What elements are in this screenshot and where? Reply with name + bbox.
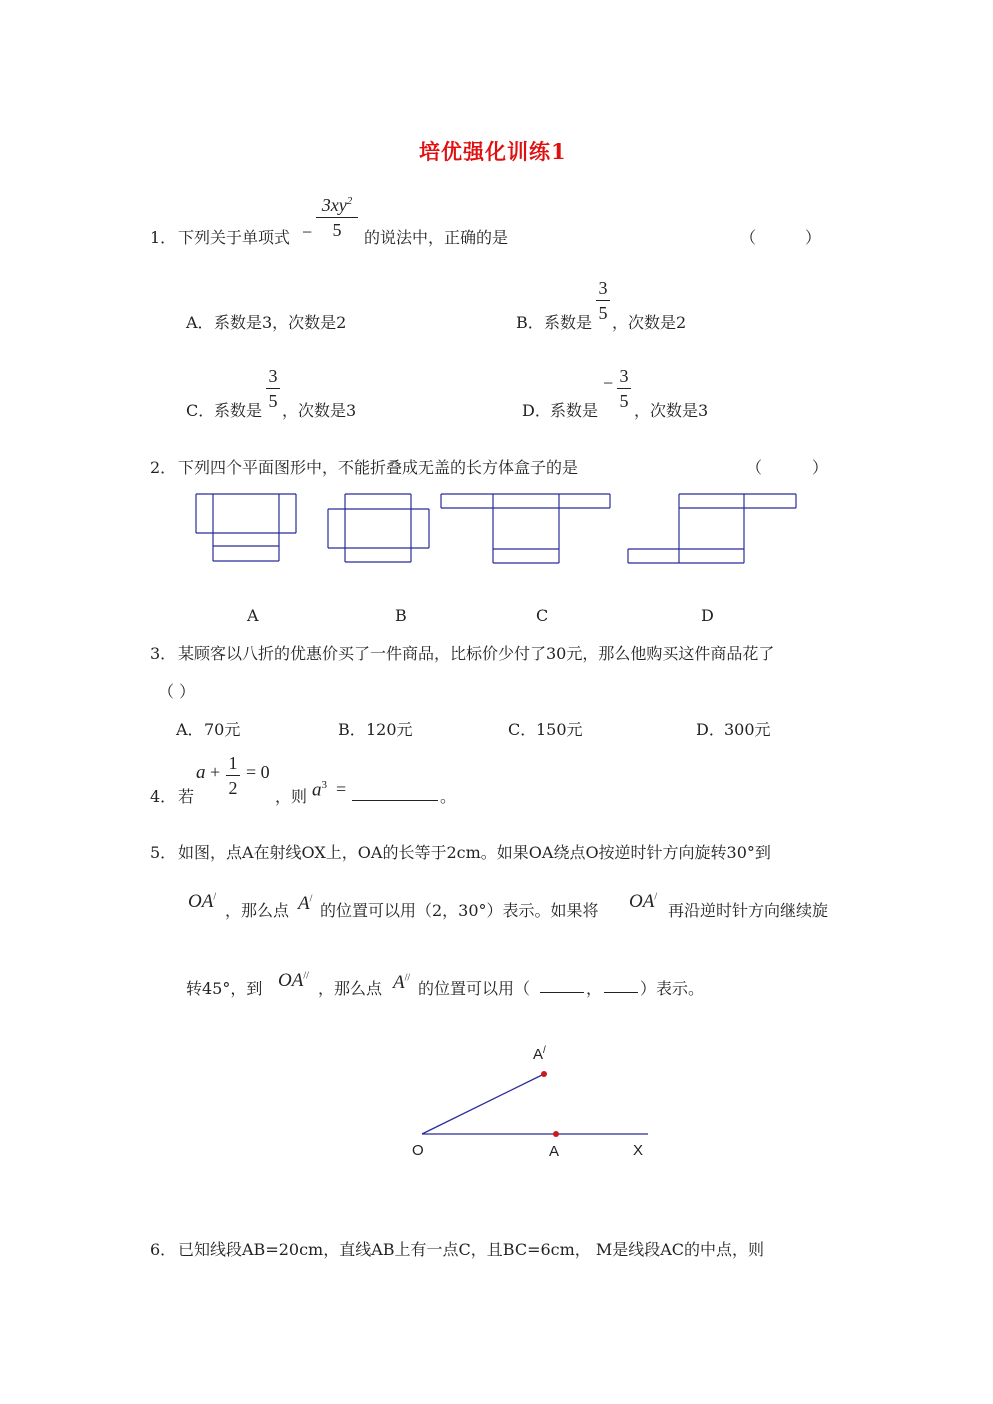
option-a-label: A． <box>186 313 214 332</box>
answer-paren: （ ） <box>158 682 196 701</box>
prime-mark: / <box>213 891 217 903</box>
question-stem: 已知线段AB=20cm，直线AB上有一点C，且BC=6cm， M是线段AC的中点，则 <box>178 1240 765 1259</box>
question-number: 3． <box>150 644 177 663</box>
question-line-3b: ，那么点 <box>318 979 383 998</box>
question-number: 6． <box>150 1240 177 1259</box>
cube-base: a <box>312 779 322 801</box>
fraction-denominator: 5 <box>619 391 629 411</box>
option-d-text: 300元 <box>724 720 771 739</box>
question-stem: 下列四个平面图形中，不能折叠成无盖的长方体盒子的是 <box>178 458 579 477</box>
a-text: A <box>298 893 310 914</box>
oa-text: OA <box>278 970 304 991</box>
option-c-label: C． <box>508 720 537 739</box>
question-number: 1． <box>150 228 177 247</box>
label-o: O <box>412 1142 424 1159</box>
option-b-label: B． <box>516 313 544 332</box>
prime-mark: / <box>654 891 658 903</box>
question-line-2c: 再沿逆时针方向继续旋 <box>668 901 829 920</box>
equation-plus: + <box>210 762 221 782</box>
option-c-label: C． <box>186 401 215 420</box>
label-prime-mark: / <box>543 1045 546 1056</box>
fraction-denominator: 5 <box>598 303 608 323</box>
option-d-suffix: ，次数是3 <box>634 401 709 420</box>
option-c-prefix: 系数是 <box>214 401 263 420</box>
oa-text: OA <box>629 891 655 912</box>
oa-prime-term <box>188 891 216 913</box>
question-number: 5． <box>150 843 177 862</box>
cube-equals: = <box>336 779 347 799</box>
figure-label-d: D <box>701 606 714 625</box>
ray-oa-prime <box>422 1074 544 1134</box>
question-number: 4． <box>150 787 177 806</box>
fraction-denominator: 2 <box>228 778 238 798</box>
option-b-suffix: ，次数是2 <box>612 313 687 332</box>
option-d-minus-sign: − <box>603 373 614 393</box>
answer-paren-close: ） <box>805 228 822 247</box>
oa-text: OA <box>188 891 214 912</box>
fraction-numerator: 1 <box>228 753 238 773</box>
option-c-fraction <box>266 365 280 412</box>
option-d-label: D． <box>522 401 551 420</box>
label-a-prime-letter: A <box>533 1046 544 1063</box>
cube-variable <box>312 779 327 801</box>
point-a-prime <box>541 1071 547 1077</box>
option-d-prefix: 系数是 <box>550 401 599 420</box>
option-c-text: 150元 <box>536 720 583 739</box>
answer-blank-2[interactable] <box>604 992 638 993</box>
question-stem-continued: 的说法中，正确的是 <box>364 228 509 247</box>
question-number: 2． <box>150 458 177 477</box>
double-prime-mark: // <box>303 970 309 982</box>
question-line-1: 如图，点A在射线OX上，OA的长等于2cm。如果OA绕点O按逆时针方向旋转30°到 <box>178 843 771 862</box>
answer-paren-close: ） <box>812 458 829 477</box>
box-nets-figure <box>0 480 993 580</box>
label-x: X <box>633 1142 644 1159</box>
fraction-numerator: 3 <box>598 278 608 298</box>
option-a-text: 70元 <box>204 720 241 739</box>
option-b-text: 120元 <box>366 720 413 739</box>
answer-blank-1[interactable] <box>540 992 584 993</box>
figure-label-c: C <box>536 606 549 625</box>
option-a-label: A． <box>176 720 204 739</box>
question-line-3c: 的位置可以用（ <box>418 979 531 998</box>
oa-double-prime-term <box>278 970 309 992</box>
prime-mark: / <box>309 893 313 905</box>
monomial-fraction <box>316 190 358 241</box>
equation-rhs: = 0 <box>246 762 270 782</box>
monomial-exponent: 2 <box>346 195 353 207</box>
option-b-prefix: 系数是 <box>544 313 593 332</box>
net-c <box>441 494 610 563</box>
period: 。 <box>440 787 457 806</box>
double-prime-mark: // <box>404 972 411 984</box>
question-stem: 某顾客以八折的优惠价买了一件商品，比标价少付了30元，那么他购买这件商品花了 <box>178 644 775 663</box>
label-a-prime <box>533 1045 546 1063</box>
question-line-3a: 转45°，到 <box>186 979 263 998</box>
net-a <box>196 494 296 561</box>
answer-blank[interactable] <box>352 800 438 801</box>
then-word: ，则 <box>275 787 308 806</box>
question-line-2b: 的位置可以用（2，30°）表示。如果将 <box>320 901 599 920</box>
question-stem: 下列关于单项式 <box>178 228 291 247</box>
if-word: 若 <box>178 787 195 806</box>
question-line-3d: ）表示。 <box>640 979 705 998</box>
fraction-numerator: 3 <box>619 366 629 386</box>
option-b-label: B． <box>338 720 366 739</box>
minus-sign: − <box>302 222 313 242</box>
fraction-denominator: 5 <box>268 391 278 411</box>
ray-rotation-figure <box>400 1040 660 1170</box>
equation-variable: a <box>196 762 206 783</box>
monomial-denominator: 5 <box>332 220 342 240</box>
net-d <box>628 494 796 563</box>
fraction-numerator: 3 <box>268 366 278 386</box>
question-line-2a: ，那么点 <box>225 901 290 920</box>
cube-exponent: 3 <box>321 779 327 791</box>
answer-paren-open: （ <box>746 458 763 477</box>
equation-fraction <box>226 752 240 799</box>
a-text: A <box>393 972 405 993</box>
label-a: A <box>549 1143 560 1160</box>
comma: ， <box>586 979 603 998</box>
option-d-fraction <box>617 365 631 412</box>
a-prime-term <box>298 893 312 915</box>
a-double-prime-term <box>393 972 410 994</box>
option-b-fraction <box>596 277 610 324</box>
page-title: 培优强化训练1 <box>419 139 567 164</box>
point-a <box>553 1131 559 1137</box>
oa-prime-term-2 <box>629 891 657 913</box>
figure-label-a: A <box>247 606 259 625</box>
option-d-label: D． <box>696 720 725 739</box>
monomial-numerator: 3xy <box>321 195 347 215</box>
figure-label-b: B <box>395 606 407 625</box>
net-b <box>328 494 429 562</box>
option-c-suffix: ，次数是3 <box>282 401 357 420</box>
option-a-text: 系数是3，次数是2 <box>214 313 347 332</box>
answer-paren-open: （ <box>740 228 757 247</box>
